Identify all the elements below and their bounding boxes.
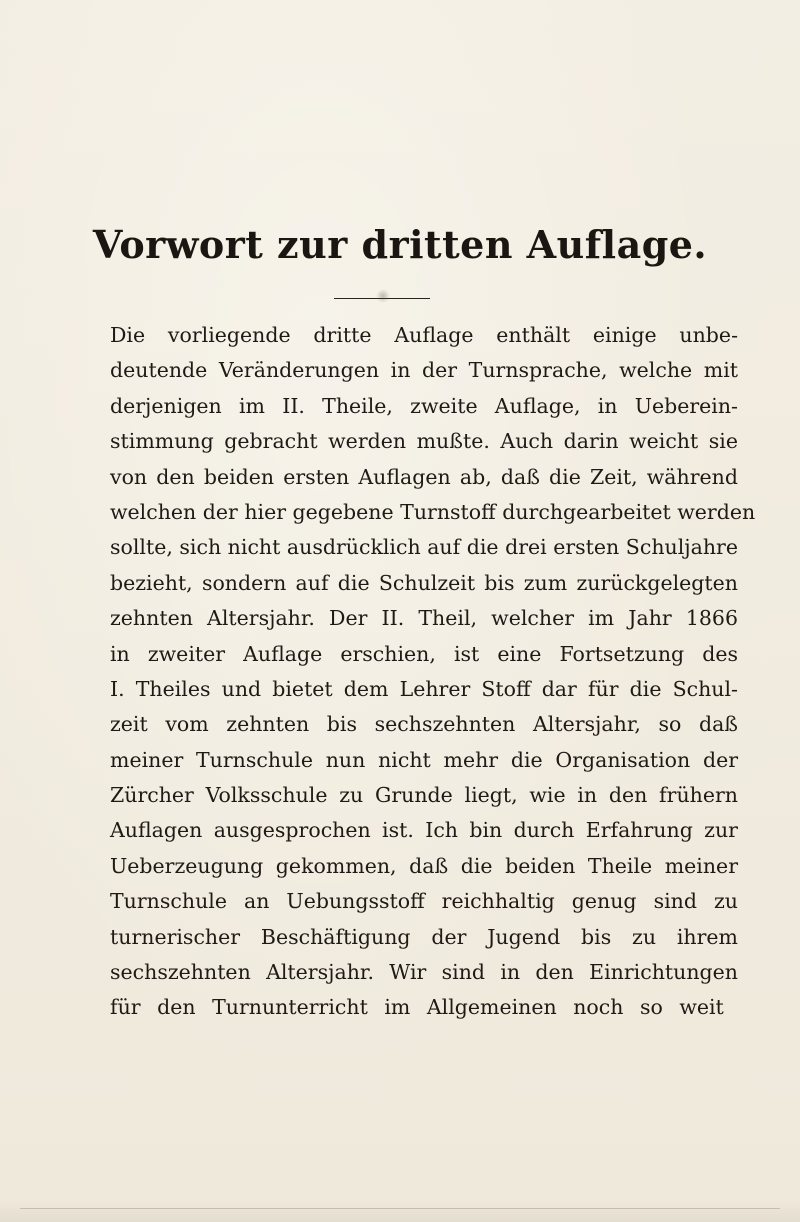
text-line: meiner Turnschule nun nicht mehr die Organisation der: [110, 747, 738, 772]
text-line: sechszehnten Altersjahr. Wir sind in den Einrichtungen: [110, 960, 738, 985]
text-line: Turnschule an Uebungsstoff reichhaltig genug sind zu: [110, 889, 738, 914]
text-line: in zweiter Auflage erschien, ist eine Fortsetzung des: [110, 641, 738, 666]
text-line: deutende Veränderungen in der Turnsprache, welche mit: [110, 358, 738, 383]
page-bottom-edge: [20, 1208, 780, 1209]
text-line: Zürcher Volksschule zu Grunde liegt, wie in den frühern: [110, 783, 738, 808]
text-line: zehnten Altersjahr. Der II. Theil, welcher im Jahr 1866: [110, 606, 738, 631]
text-line: sollte, sich nicht ausdrücklich auf die drei ersten Schuljahre: [110, 535, 738, 560]
text-line: welchen der hier gegebene Turnstoff durchgearbeitet werden: [110, 499, 756, 524]
preface-paragraph: [110, 318, 756, 1026]
text-line: turnerischer Beschäftigung der Jugend bis zu ihrem: [110, 924, 738, 949]
text-line: für den Turnunterricht im Allgemeinen noch so weit: [110, 995, 724, 1020]
text-line: Auflagen ausgesprochen ist. Ich bin durch Erfahrung zur: [110, 818, 738, 843]
text-line: bezieht, sondern auf die Schulzeit bis zum zurückgelegten: [110, 570, 738, 595]
page-bottom-shadow: [0, 1200, 800, 1222]
page-heading: Vorwort zur dritten Auflage.: [92, 222, 708, 267]
text-line: stimmung gebracht werden mußte. Auch darin weicht sie: [110, 429, 738, 454]
ink-smudge: [376, 289, 390, 303]
text-line: derjenigen im II. Theile, zweite Auflage, in Ueberein-: [110, 393, 738, 418]
text-line: I. Theiles und bietet dem Lehrer Stoff dar für die Schul-: [110, 676, 738, 701]
text-line: zeit vom zehnten bis sechszehnten Altersjahr, so daß: [110, 712, 738, 737]
text-line: Ueberzeugung gekommen, daß die beiden Theile meiner: [110, 853, 738, 878]
text-line: Die vorliegende dritte Auflage enthält einige unbe-: [110, 323, 738, 347]
text-line: von den beiden ersten Auflagen ab, daß die Zeit, während: [110, 464, 738, 489]
